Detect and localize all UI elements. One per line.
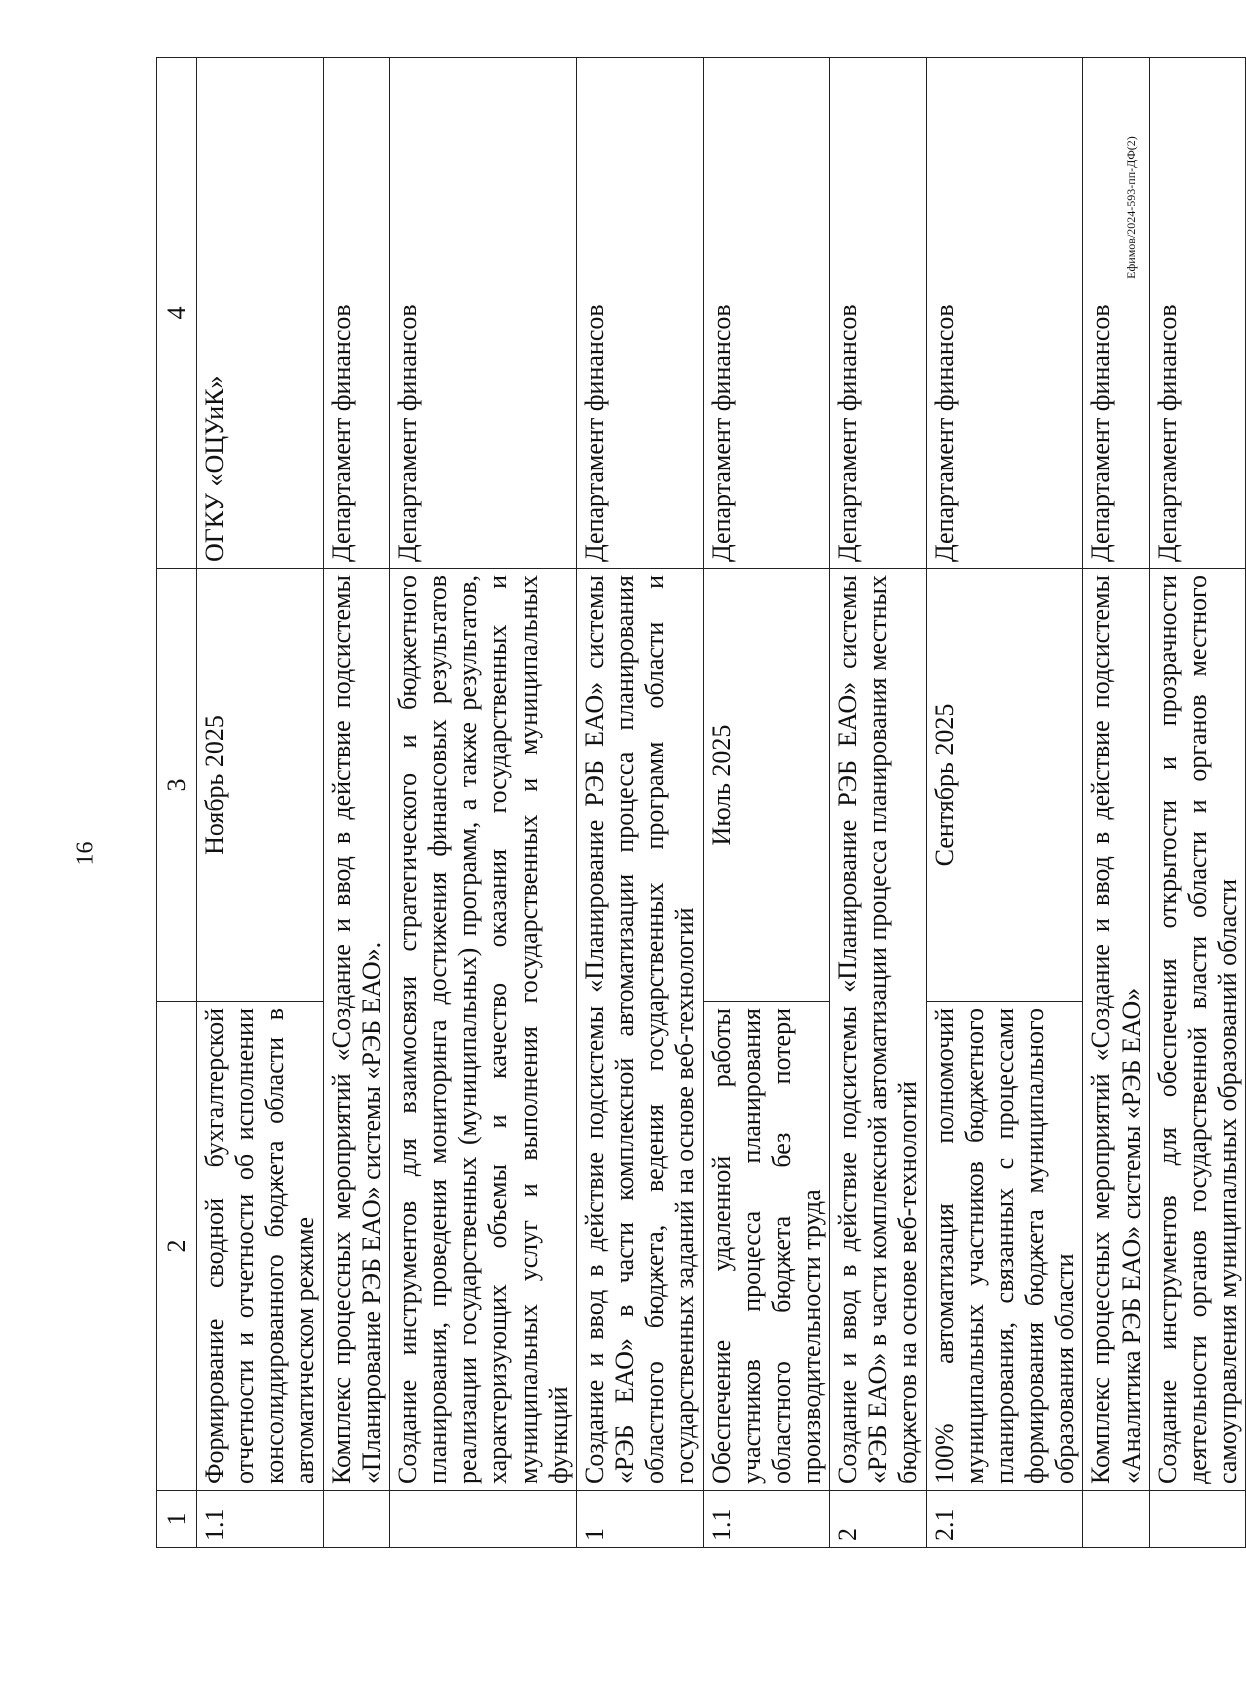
row-text: Комплекс процессных мероприятий «Создание и ввод в действие подсистемы «Планирование РЭБ ЕАО» системы «РЭБ ЕАО». <box>323 569 389 1491</box>
row-term: Сентябрь 2025 <box>926 569 1083 1002</box>
table-row <box>1083 58 1149 1548</box>
row-number: 2 <box>830 1491 926 1548</box>
measures-table <box>156 57 1246 1548</box>
row-responsible: Департамент финансов <box>926 58 1083 569</box>
row-number <box>1149 1491 1245 1548</box>
table-row <box>926 58 1083 1548</box>
row-responsible: ОГКУ «ОЦУиК» <box>197 58 324 569</box>
page-number: 16 <box>72 841 99 866</box>
table-row <box>830 58 926 1548</box>
row-number: 2.1 <box>926 1491 1083 1548</box>
row-number: 1.1 <box>703 1491 830 1548</box>
row-term: Ноябрь 2025 <box>197 569 324 1002</box>
header-col-3: 3 <box>157 569 197 1002</box>
table-header-row <box>157 58 197 1548</box>
row-text: 100% автоматизация полномочий муниципальных участников бюджетного планирования, связанных с процессами формирования бюджета муниципального образования области <box>926 1002 1083 1491</box>
row-text: Формирование сводной бухгалтерской отчетности и отчетности об исполнении консолидированного бюджета области в автоматическом режиме <box>197 1002 324 1491</box>
row-responsible: Департамент финансов <box>389 58 576 569</box>
row-number <box>1083 1491 1149 1548</box>
row-text: Создание и ввод в действие подсистемы «Планирование РЭБ ЕАО» системы «РЭБ ЕАО» в части комплексной автоматизации процесса планирования местных бюджетов на основе веб-технологий <box>830 569 926 1491</box>
table-row <box>1149 58 1245 1548</box>
row-responsible: Департамент финансов <box>1083 58 1149 569</box>
table-row <box>703 58 830 1548</box>
row-text: Комплекс процессных мероприятий «Создание и ввод в действие подсистемы «Аналитика РЭБ ЕАО» системы «РЭБ ЕАО» <box>1083 569 1149 1491</box>
table-row <box>576 58 703 1548</box>
header-col-4: 4 <box>157 58 197 569</box>
row-responsible: Департамент финансов <box>576 58 703 569</box>
table-row <box>389 58 576 1548</box>
document-code: Ефимов/2024-593-пп-ДФ(2) <box>1123 136 1138 279</box>
row-text: Обеспечение удаленной работы участников процесса планирования областного бюджета без потери производительности труда <box>703 1002 830 1491</box>
table-row <box>323 58 389 1548</box>
row-number: 1 <box>576 1491 703 1548</box>
row-number <box>323 1491 389 1548</box>
table-row <box>197 58 324 1548</box>
row-text: Создание инструментов для взаимосвязи стратегического и бюджетного планирования, проведения мониторинга достижения финансовых результатов реализации государственных (муниципальных) программ, а также результатов, характеризующих объемы и качество оказания государственных и муниципальных услуг и выполнения государственных и муниципальных функций <box>389 569 576 1491</box>
row-term: Июль 2025 <box>703 569 830 1002</box>
row-text: Создание и ввод в действие подсистемы «Планирование РЭБ ЕАО» системы «РЭБ ЕАО» в части комплексной автоматизации процесса планирования областного бюджета, ведения государственных программ области и государственных заданий на основе веб-технологий <box>576 569 703 1491</box>
row-text: Создание инструментов для обеспечения открытости и прозрачности деятельности органов государственной власти области и органов местного самоуправления муниципальных образований области <box>1149 569 1245 1491</box>
row-number: 1.1 <box>197 1491 324 1548</box>
row-responsible: Департамент финансов <box>830 58 926 569</box>
row-responsible: Департамент финансов <box>323 58 389 569</box>
row-responsible: Департамент финансов <box>1149 58 1245 569</box>
row-number <box>389 1491 576 1548</box>
header-col-2: 2 <box>157 1002 197 1491</box>
row-responsible: Департамент финансов <box>703 58 830 569</box>
header-col-1: 1 <box>157 1491 197 1548</box>
